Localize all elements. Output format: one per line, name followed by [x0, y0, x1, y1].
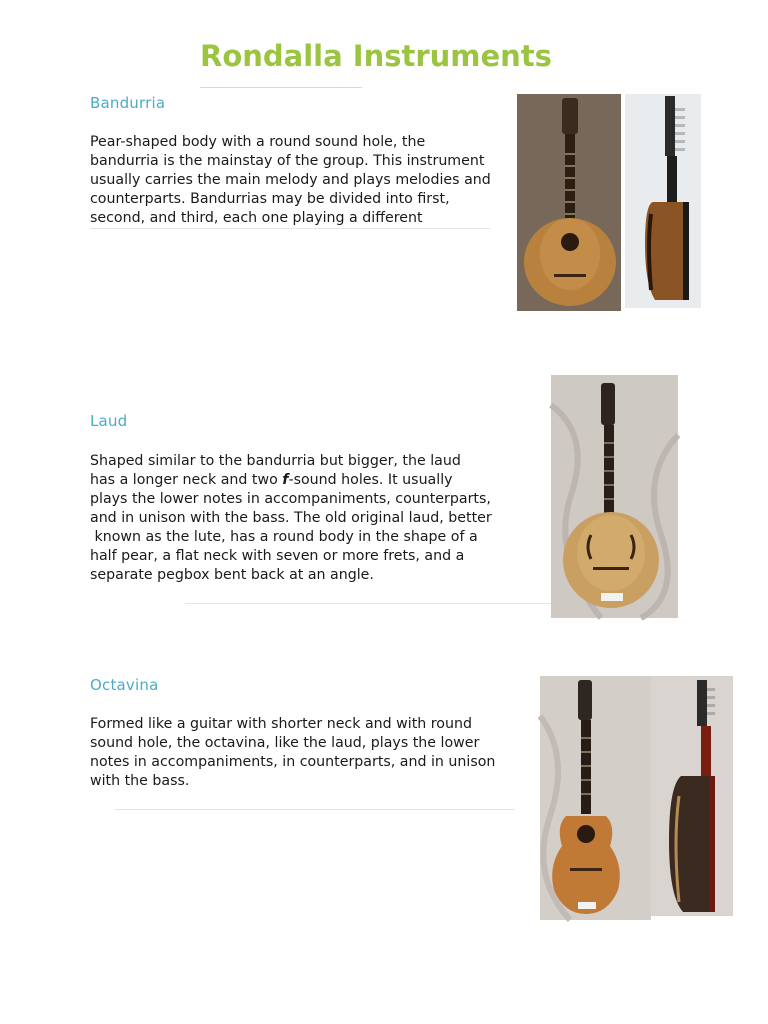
body-line: known as the lute, has a round body in the shape of a: [90, 529, 478, 545]
section-body-bandurria: [90, 133, 491, 228]
body-line: separate pegbox bent back at an angle.: [90, 567, 374, 583]
section-heading-bandurria: Bandurria: [90, 94, 166, 112]
section-heading-octavina: Octavina: [90, 676, 159, 694]
bandurria-side-photo: [625, 94, 701, 308]
section-divider: [115, 809, 515, 810]
bandurria-front-photo: [517, 94, 621, 311]
body-line: plays the lower notes in accompaniments, counterparts,: [90, 491, 491, 507]
body-line: second, and third, each one playing a different: [90, 210, 423, 226]
page-title: Rondalla Instruments: [200, 39, 552, 73]
body-line: usually carries the main melody and plays melodies and: [90, 172, 491, 188]
body-line: counterparts. Bandurrias may be divided into first,: [90, 191, 450, 207]
body-line: and in unison with the bass. The old original laud, better: [90, 510, 492, 526]
body-line: notes in accompaniments, in counterparts, and in unison: [90, 754, 496, 770]
laud-photo: [551, 375, 678, 618]
body-line: half pear, a flat neck with seven or more frets, and a: [90, 548, 465, 564]
title-divider: [200, 87, 362, 88]
section-heading-laud: Laud: [90, 412, 128, 430]
section-body-laud: [90, 452, 492, 585]
body-line: sound hole, the octavina, like the laud, plays the lower: [90, 735, 480, 751]
body-line: Formed like a guitar with shorter neck and with round: [90, 716, 472, 732]
body-line: Shaped similar to the bandurria but bigger, the laud: [90, 453, 461, 469]
body-line: with the bass.: [90, 773, 190, 789]
body-line: bandurria is the mainstay of the group. This instrument: [90, 153, 485, 169]
body-line: has a longer neck and two f-sound holes. It usually: [90, 472, 453, 488]
section-divider: [185, 603, 585, 604]
section-body-octavina: [90, 715, 495, 791]
octavina-front-photo: [540, 676, 651, 920]
octavina-side-photo: [651, 676, 733, 916]
body-line: Pear-shaped body with a round sound hole, the: [90, 134, 426, 150]
section-divider: [90, 228, 490, 229]
